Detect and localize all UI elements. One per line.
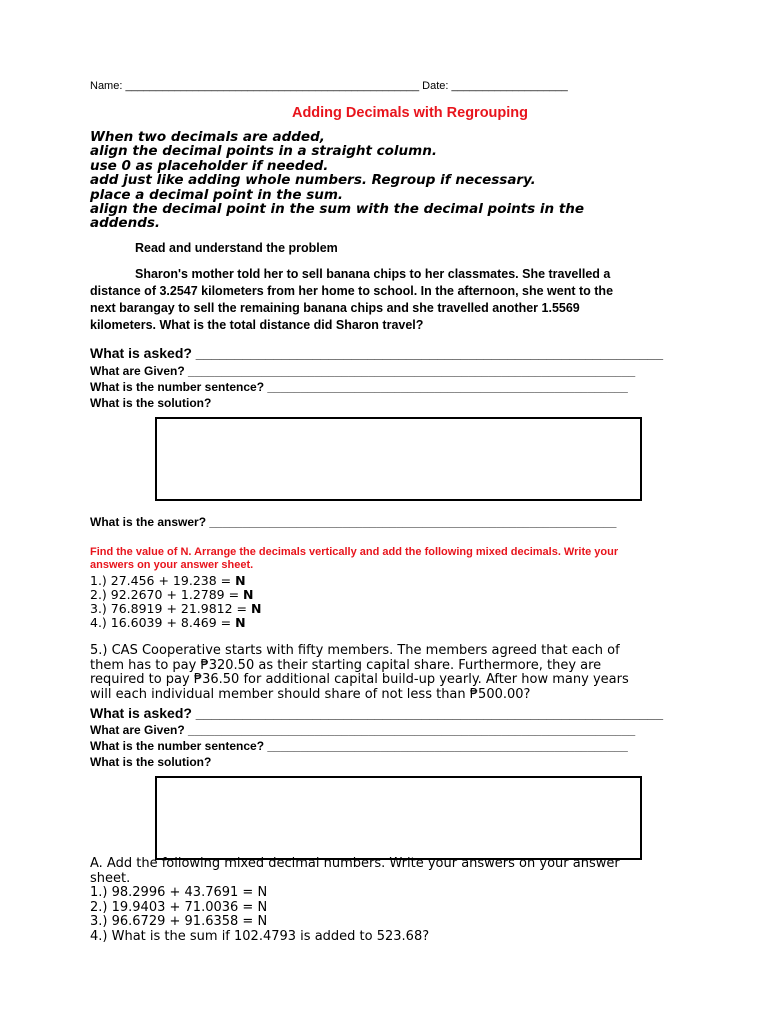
problem-line: kilometers. What is the total distance did Sharon travel? <box>90 318 424 332</box>
name-date-line: Name: ________________________________________________ Date: ___________________ <box>90 80 568 92</box>
rule-item-continued: addends. <box>90 215 161 232</box>
part-a-item: 1.) 98.2996 + 43.7691 = N <box>90 885 268 900</box>
problem-line: distance of 3.2547 kilometers from her home to school. In the afternoon, she went to the <box>90 284 614 298</box>
exercise-item: 3.) 76.8919 + 21.9812 = N <box>90 601 262 616</box>
sharon-problem <box>90 266 670 334</box>
part-a-item: 4.) What is the sum if 102.4793 is added to 523.68? <box>90 928 430 944</box>
coop-line: them has to pay ₱320.50 as their starting capital share. Furthermore, they are <box>90 657 602 673</box>
rule-item: place a decimal point in the sum. <box>90 186 344 203</box>
part-a-exercises <box>90 857 690 944</box>
question-asked-2: What is asked? ____________________________________________________________ <box>90 705 663 721</box>
coop-line: will each individual member should share of not less than ₱500.00? <box>90 686 531 702</box>
rule-item: add just like adding whole numbers. Regroup if necessary. <box>90 172 536 189</box>
exercise-item: 1.) 27.456 + 19.238 = N <box>90 573 246 588</box>
question-answer: What is the answer? _____________________________________________________________ <box>90 515 617 529</box>
read-heading: Read and understand the problem <box>135 241 338 255</box>
part-a-instruction: A. Add the following mixed decimal numbers. Write your answers on your answer <box>90 856 620 871</box>
instruction-line: answers on your answer sheet. <box>90 559 254 571</box>
rule-item: use 0 as placeholder if needed. <box>90 157 329 174</box>
rule-intro: When two decimals are added, <box>90 129 325 145</box>
rule-item: align the decimal points in a straight column. <box>90 143 437 160</box>
exercise-list <box>90 574 261 630</box>
rule-item: align the decimal point in the sum with the decimal points in the <box>90 201 585 218</box>
question-solution: What is the solution? <box>90 396 212 410</box>
part-a-item: 2.) 19.9403 + 71.0036 = N <box>90 899 268 915</box>
instruction-line: Find the value of N. Arrange the decimals vertically and add the following mixed decimals. Write your <box>90 546 619 558</box>
solution-box-2 <box>155 776 642 860</box>
question-solution-2: What is the solution? <box>90 755 212 769</box>
exercise-item: 2.) 92.2670 + 1.2789 = N <box>90 587 254 602</box>
addition-rules <box>90 130 650 231</box>
exercise-item: 4.) 16.6039 + 8.469 = N <box>90 615 246 630</box>
part-a-instruction: sheet. <box>90 870 131 886</box>
solution-box <box>155 417 642 501</box>
question-given-2: What are Given? ___________________________________________________________________ <box>90 723 636 737</box>
exercise-instructions <box>90 546 690 572</box>
question-given: What are Given? ___________________________________________________________________ <box>90 364 636 378</box>
problem-line: next barangay to sell the remaining banana chips and she travelled another 1.5569 <box>90 301 580 315</box>
question-number-sentence-2: What is the number sentence? ______________________________________________________ <box>90 739 628 753</box>
cooperative-problem <box>90 644 690 702</box>
problem-line: Sharon's mother told her to sell banana chips to her classmates. She travelled a <box>135 267 611 281</box>
part-a-item: 3.) 96.6729 + 91.6358 = N <box>90 914 268 929</box>
worksheet-title: Adding Decimals with Regrouping <box>291 105 529 121</box>
question-asked: What is asked? ____________________________________________________________ <box>90 345 663 361</box>
question-number-sentence: What is the number sentence? ______________________________________________________ <box>90 380 628 394</box>
coop-line: 5.) CAS Cooperative starts with fifty members. The members agreed that each of <box>90 643 620 658</box>
coop-line: required to pay ₱36.50 for additional capital build-up yearly. After how many years <box>90 672 629 687</box>
